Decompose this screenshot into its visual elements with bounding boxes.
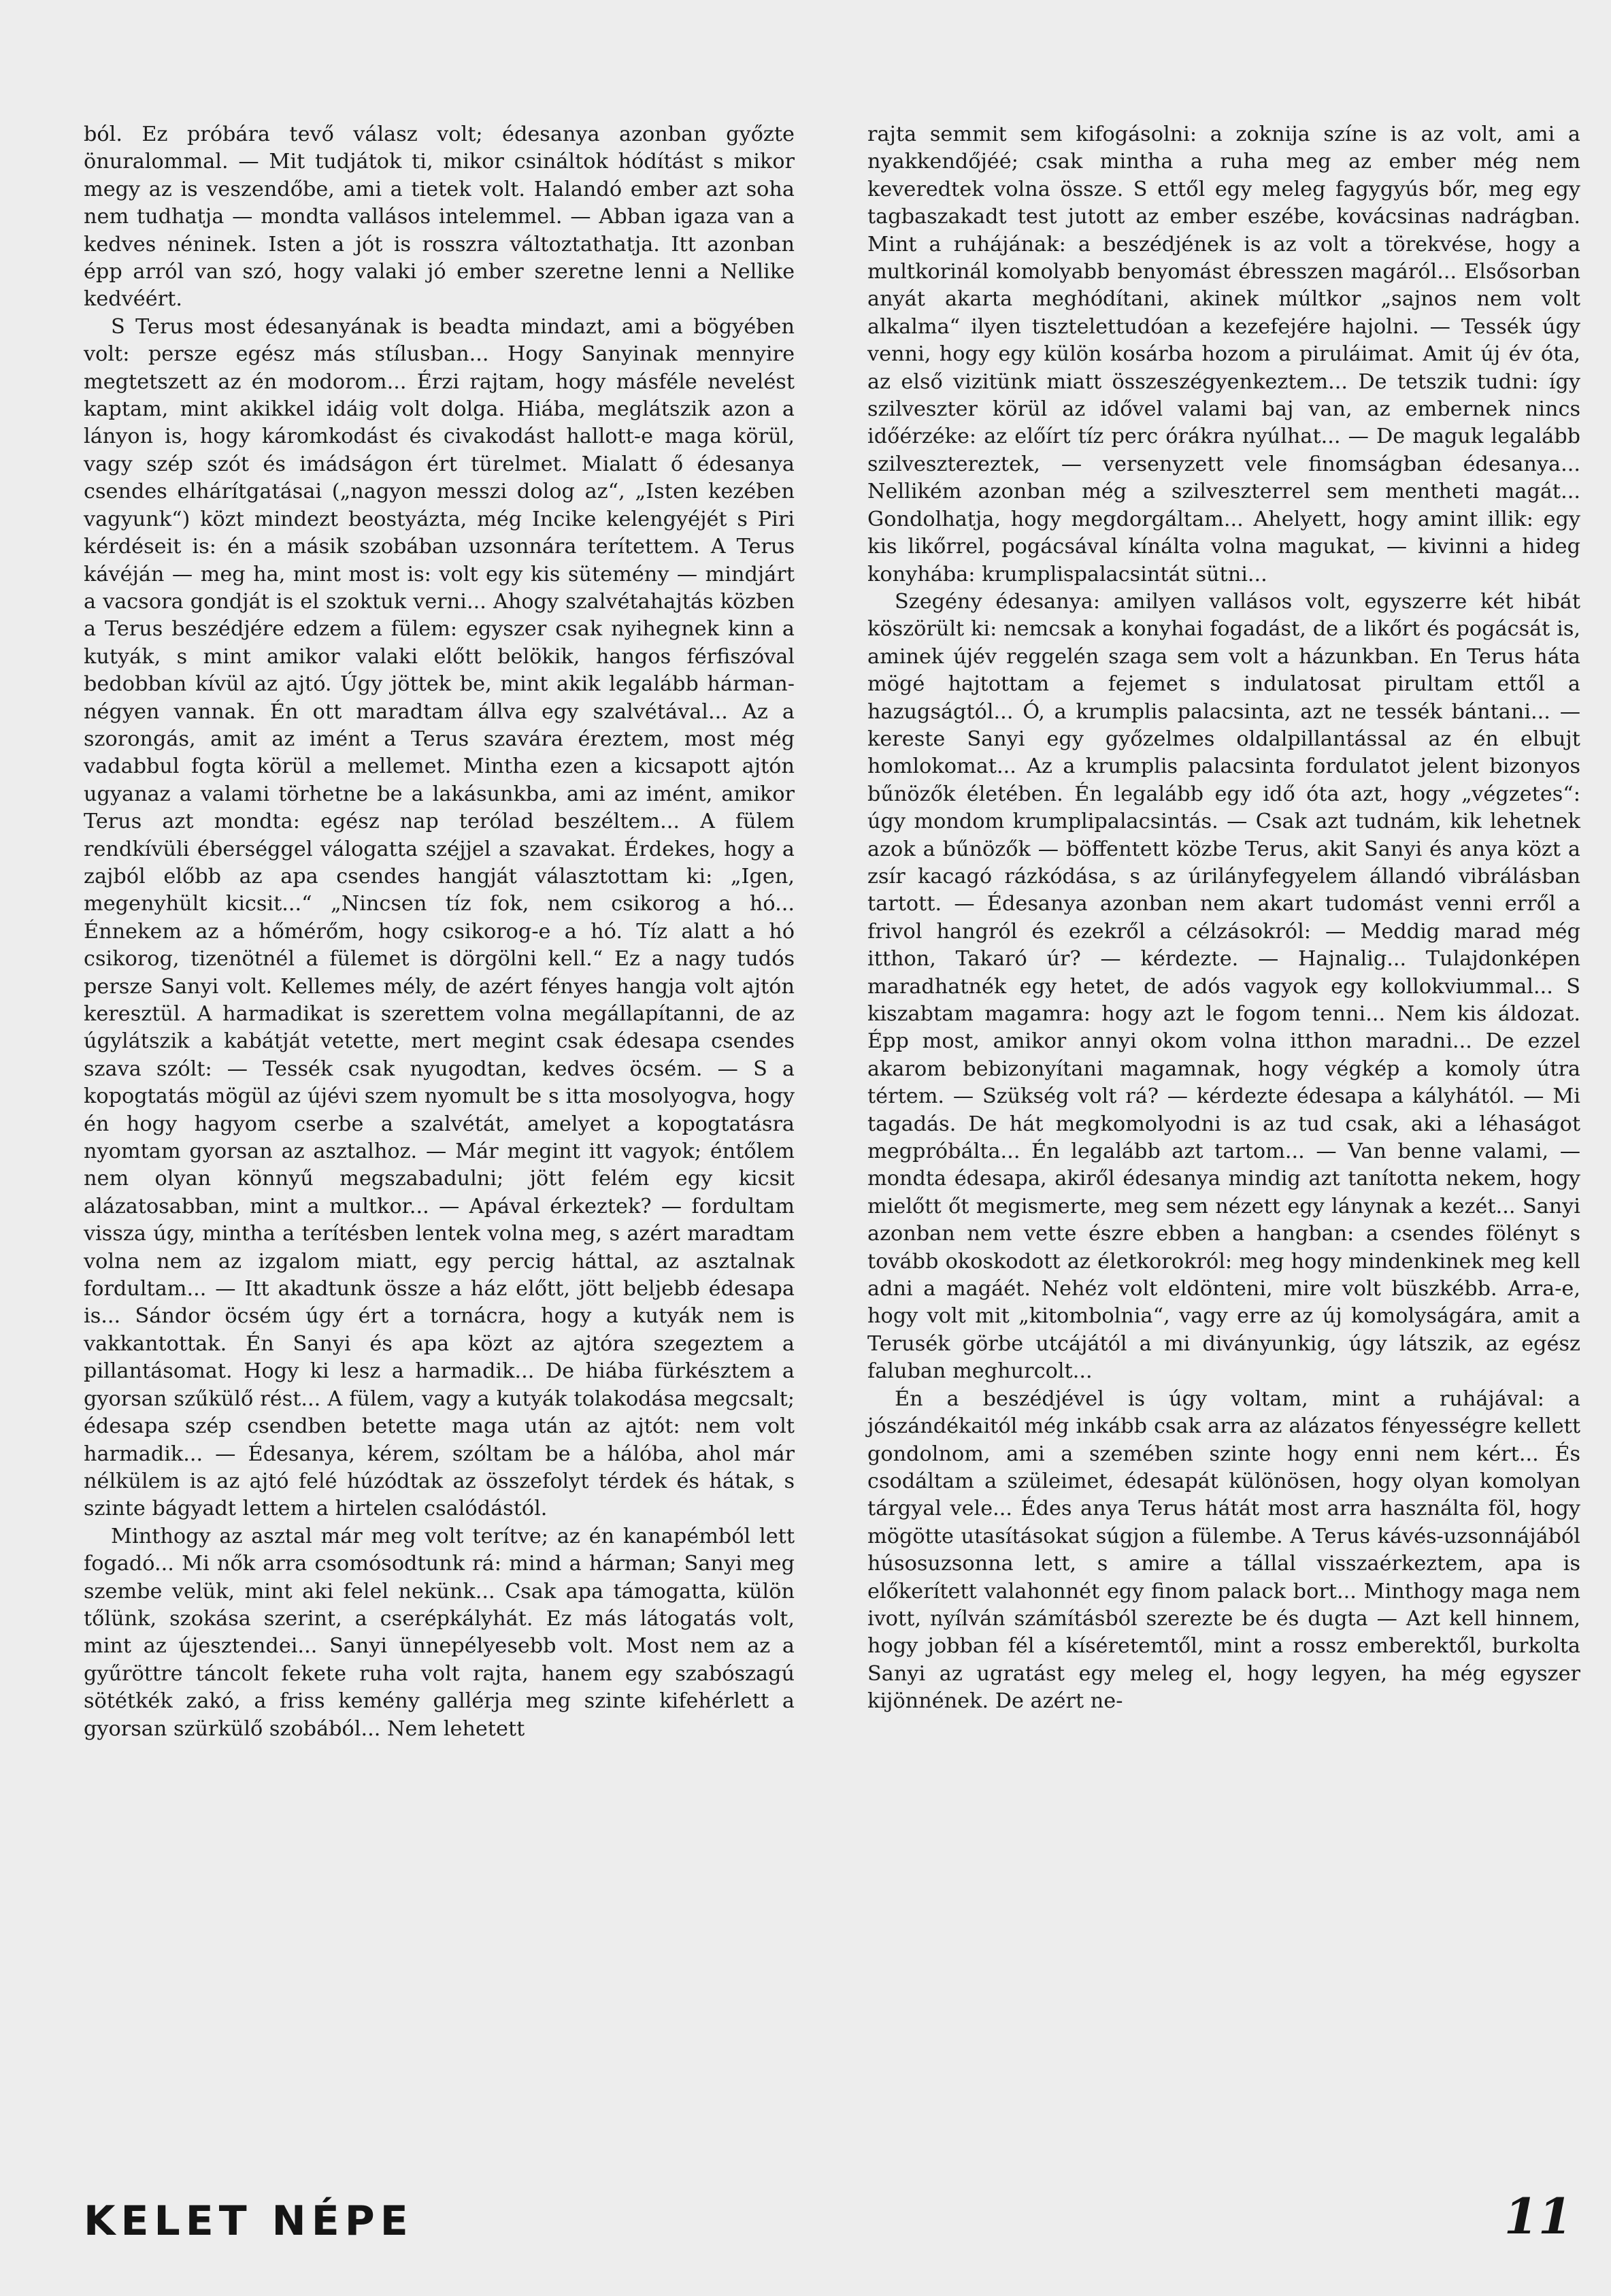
paragraph: Én a beszédjével is úgy voltam, mint a ruhájával: a jószándékaitól még inkább csak arra az alázatos fényességre kellett gondolnom, ami a szemében szinte hogy enni nem kért... És csodáltam a szüleimet, édesapát különösen, hogy olyan komolyan tárgyal vele... Édes anya Terus hátát most arra használta föl, hogy mögötte utasításokat súgjon a fülembe. A Terus kávés-uzsonnájából húsosuzsonna lett, s amire a tállal visszaérkeztem, apa is előkerített valahonnét egy finom palack bort... Minthogy maga nem ivott, nyílván számításból szerezte be és dugta — Azt kell hinnem, hogy jobban fél a kíséretemtől, mint a rossz emberektől, burkolta Sanyi az ugratást egy meleg el, hogy legyen, ha még egyszer kijönnének. De azért ne- <box>867 1386 1580 1714</box>
paragraph: Szegény édesanya: amilyen vallásos volt, egyszerre két hibát köszörült ki: nemcsak a konyhai fogadást, de a likőrt és pogácsát is, aminek újév reggelén szaga sem volt a házunkban. En Terus háta mögé hajtottam a fejemet s indulatosat pirultam ettől a hazugságtól... Ó, a krumplis palacsinta, azt ne tessék bántani... — kereste Sanyi egy győzelmes oldalpillantással az én elbujt homlokomat... Az a krumplis palacsinta fordulatot jelent bizonyos bűnözők életében. Én legalább egy idő óta azt, hogy „végzetes“: úgy mondom krumplipalacsintás. — Csak azt tudnám, kik lehetnek azok a bűnözők — böffentett közbe Terus, akit Sanyi és anya közt a zsír kacagó rázkódása, s az úrilányfegyelem állandó vibrálásban tartott. — Édesanya azonban nem akart tudomást venni erről a frivol hangról és ezekről a célzásokról: — Meddig marad még itthon, Takaró úr? — kérdezte. — Hajnalig... Tulajdonképen maradhatnék egy hetet, de adós vagyok egy kollokviummal... S kiszabtam magamra: hogy azt le fogom tenni... Nem kis áldozat. Épp most, amikor annyi okom volna itthon maradni... De ezzel akarom bebizonyítani magamnak, hogy végkép a komoly útra tértem. — Szükség volt rá? — kérdezte édesapa a kályhától. — Mi tagadás. De hát megkomolyodni is az tud csak, aki a léhaságot megpróbálta... Én legalább azt tartom... — Van benne valami, — mondta édesapa, akiről édesanya mindig azt tanította nekem, hogy mielőtt őt megismerte, meg sem nézett egy lánynak a kezét... Sanyi azonban nem vette észre ebben a hangban: a csendes fölényt s tovább okoskodott az életkorokról: meg hogy mindenkinek meg kell adni a magáét. Nehéz volt eldönteni, mire volt büszkébb. Arra-e, hogy volt mit „kitombolnia“, vagy erre az új komolyságára, amit a Terusék görbe utcájától a mi diványunkig, úgy látszik, az egész faluban meghurcolt... <box>867 589 1580 1384</box>
page-number: 11 <box>1504 2187 1572 2245</box>
magazine-title: KELET NÉPE <box>84 2197 414 2245</box>
left-text-column <box>84 121 795 1743</box>
right-text-column <box>867 121 1580 1716</box>
paragraph: ból. Ez próbára tevő válasz volt; édesanya azonban győzte önuralommal. — Mit tudjátok ti, mikor csináltok hódítást s mikor megy az is veszendőbe, ami a tietek volt. Halandó ember azt soha nem tudhatja — mondta vallásos intelemmel. — Abban igaza van a kedves néninek. Isten a jót is rosszra változtathatja. Itt azonban épp arról van szó, hogy valaki jó ember szeretne lenni a Nellike kedvéért. <box>84 122 795 312</box>
paragraph: S Terus most édesanyának is beadta mindazt, ami a bögyében volt: persze egész más stílusban... Hogy Sanyinak mennyire megtetszett az én modorom... Érzi rajtam, hogy másféle nevelést kaptam, mint akikkel idáig volt dolga. Hiába, meglátszik azon a lányon is, hogy káromkodást és civakodást hallott-e maga körül, vagy szép szót és imádságon ért türelmet. Mialatt ő édesanya csendes elhárítgatásai („nagyon messzi dolog az“, „Isten kezében vagyunk“) közt mindezt beostyázta, még Incike kelengyéjét s Piri kérdéseit is: én a másik szobában uzsonnára terítettem. A Terus kávéján — meg ha, mint most is: volt egy kis sütemény — mindjárt a vacsora gondját is el szoktuk verni... Ahogy szalvétahajtás közben a Terus beszédjére edzem a fülem: egyszer csak nyihegnek kinn a kutyák, s mint amikor valaki előtt belökik, hangos férfiszóval bedobban kívül az ajtó. Úgy jöttek be, mint akik legalább hárman-négyen vannak. Én ott maradtam állva egy szalvétával... Az a szorongás, amit az imént a Terus szavára éreztem, most még vadabbul fogta körül a mellemet. Mintha ezen a kicsapott ajtón ugyanaz a valami törhetne be a lakásunkba, ami az imént, amikor Terus azt mondta: egész nap terólad beszéltem... A fülem rendkívüli éberséggel válogatta széjjel a szavakat. Érdekes, hogy a zajból előbb az apa csendes hangját választottam ki: „Igen, megenyhült kicsit...“ „Nincsen tíz fok, nem csikorog a hó... Énnekem az a hőmérőm, hogy csikorog-e a hó. Tíz alatt a hó csikorog, tizenötnél a fülemet is dörgölni kell.“ Ez a nagy tudós persze Sanyi volt. Kellemes mély, de azért fényes hangja volt ajtón keresztül. A harmadikat is szerettem volna megállapítanni, de az úgylátszik a kabátját vetette, mert megint csak édesapa csendes szava szólt: — Tessék csak nyugodtan, kedves öcsém. — S a kopogtatás mögül az újévi szem nyomult be s itta mosolyogva, hogy én hogy hagyom cserbe a szalvétát, amelyet a kopogtatásra nyomtam gyorsan az asztalhoz. — Már megint itt vagyok; éntőlem nem olyan könnyű megszabadulni; jött felém egy kicsit alázatosabban, mint a multkor... — Apával érkeztek? — fordultam vissza úgy, mintha a terítésben lentek volna meg, s azért maradtam volna nem az izgalom miatt, egy percig háttal, az asztalnak fordultam... — Itt akadtunk össze a ház előtt, jött beljebb édesapa is... Sándor öcsém úgy ért a tornácra, hogy a kutyák nem is vakkantottak. Én Sanyi és apa közt az ajtóra szegeztem a pillantásomat. Hogy ki lesz a harmadik... De hiába fürkésztem a gyorsan szűkülő rést... A fülem, vagy a kutyák tolakodása megcsalt; édesapa szép csendben betette maga után az ajtót: nem volt harmadik... — Édesanya, kérem, szóltam be a hálóba, ahol már nélkülem is az ajtó felé húzódtak az összefolyt térdek és hátak, s szinte bágyadt lettem a hirtelen csalódástól. <box>84 314 795 1521</box>
paragraph: rajta semmit sem kifogásolni: a zoknija színe is az volt, ami a nyakkendőjéé; csak mintha a ruha meg az ember még nem keveredtek volna össze. S ettől egy meleg fagygyús bőr, meg egy tagbaszakadt test jutott az ember eszébe, kovácsinas nadrágban. Mint a ruhájának: a beszédjének is az volt a törekvése, hogy a multkorinál komolyabb benyomást ébresszen magáról... Elsősorban anyát akarta meghódítani, akinek múltkor „sajnos nem volt alkalma“ ilyen tisztelettudóan a kezefejére hajolni. — Tessék úgy venni, hogy egy külön kosárba hozom a piruláimat. Amit új év óta, az első vizitünk miatt összeszégyenkeztem... De tetszik tudni: így szilveszter körül az idővel valami baj van, az embernek nincs időérzéke: az előírt tíz perc órákra nyúlhat... — De maguk legalább szilvesztereztek, — versenyzett vele finomságban édesanya... Nellikém azonban még a szilveszterrel sem mentheti magát... Gondolhatja, hogy megdorgáltam... Ahelyett, hogy amint illik: egy kis likőrrel, pogácsával kínálta volna magukat, — kivinni a hideg konyhába: krumplispalacsintát sütni... <box>867 122 1580 586</box>
paragraph: Minthogy az asztal már meg volt terítve; az én kanapémból lett fogadó... Mi nők arra csomósodtunk rá: mind a hárman; Sanyi meg szembe velük, mint aki felel nekünk... Csak apa támogatta, külön tőlünk, szokása szerint, a cserépkályhát. Ez más látogatás volt, mint az újesztendei... Sanyi ünnepélyesebb volt. Most nem az a gyűröttre táncolt fekete ruha volt rajta, hanem egy szabószagú sötétkék zakó, a friss kemény gallérja meg szinte kifehérlett a gyorsan szürkülő szobából... Nem lehetett <box>84 1524 795 1741</box>
